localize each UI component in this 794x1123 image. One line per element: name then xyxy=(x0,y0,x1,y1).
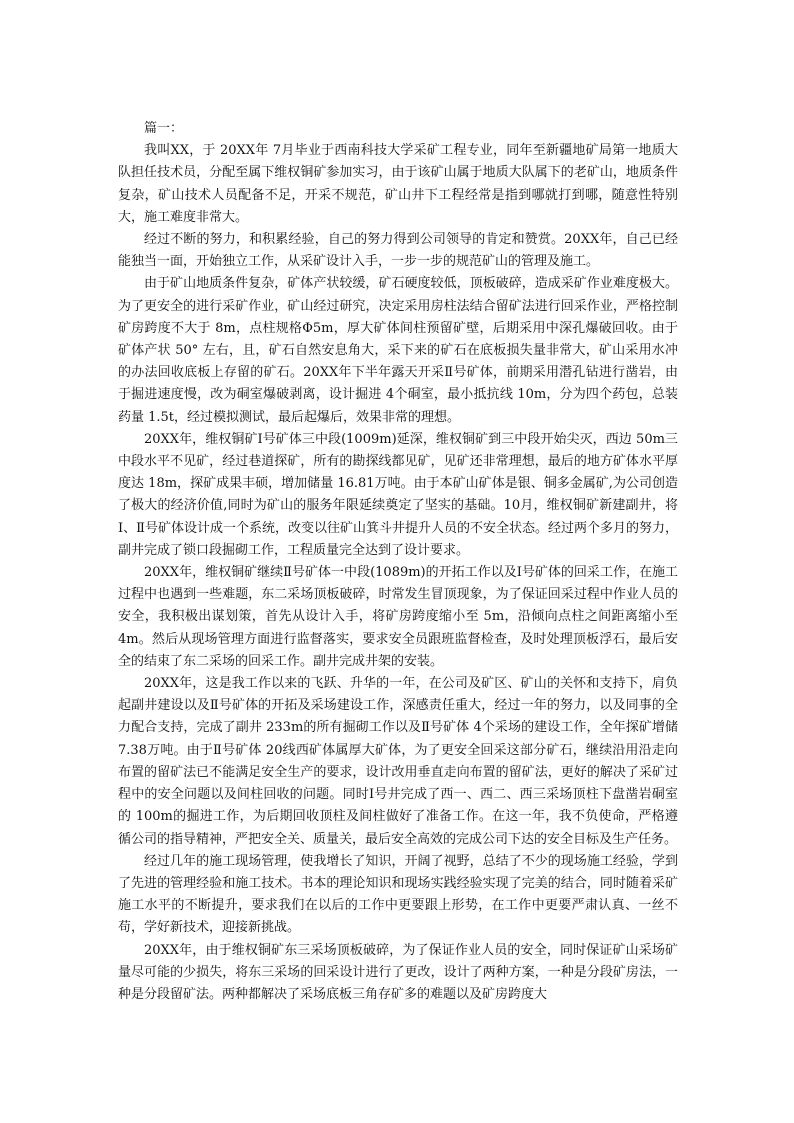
paragraph-exploration: 20XX年，维权铜矿Ⅰ号矿体三中段(1009m)延深，维权铜矿到三中段开始尖灭，西边 50m三中段水平不见矿，经过巷道探矿，所有的勘探线都见矿，见矿还非常理想，最后的地方矿体水平厚度达 18m，探矿成果丰硕，增加储量 16.81万吨。由于本矿山矿体是银、铜多金属矿,为公司创造了极大的经济价值,同时为矿山的服务年限延续奠定了坚实的基础。10月，维权铜矿新建副井，将Ⅰ、Ⅱ号矿体设计成一个系统，改变以往矿山箕斗井提升人员的不安全状态。经过两个多月的努力，副井完成了锁口段掘砌工作，工程质量完全达到了设计要求。 xyxy=(118,431,678,558)
document-body xyxy=(118,118,678,1006)
paragraph-mining-method: 由于矿山地质条件复杂，矿体产状较缓，矿石硬度较低，顶板破碎，造成采矿作业难度极大。为了更安全的进行采矿作业，矿山经过研究，决定采用房柱法结合留矿法进行回采作业，严格控制矿房跨度不大于 8m，点柱规格Φ5m，厚大矿体间柱预留矿壁，后期采用中深孔爆破回收。由于矿体产状 50° 左右，且，矿石自然安息角大，采下来的矿石在底板损失量非常大，矿山采用水冲的办法回收底板上存留的矿石。20XX年下半年露天开采Ⅱ号矿体，前期采用潜孔钻进行凿岩，由于掘进速度慢，改为硐室爆破剥离，设计掘进 4个硐室，最小抵抗线 10m，分为四个药包，总装药量 1.5t，经过模拟测试，最后起爆后，效果非常的理想。 xyxy=(118,276,678,425)
paragraph-shaft-construction: 20XX年，这是我工作以来的飞跃、升华的一年，在公司及矿区、矿山的关怀和支持下，肩负起副井建设以及Ⅱ号矿体的开拓及采场建设工作，深感责任重大，经过一年的努力，以及同事的全力配合支持，完成了副井 233m的所有掘砌工作以及Ⅱ号矿体 4个采场的建设工作，全年探矿增储 7.38万吨。由于Ⅱ号矿体 20线西矿体属厚大矿体，为了更安全回采这部分矿石，继续沿用沿走向布置的留矿法已不能满足安全生产的要求，设计改用垂直走向布置的留矿法，更好的解决了采矿过程中的安全问题以及间柱回收的问题。同时Ⅰ号井完成了西一、西二、西三采场顶柱下盘凿岩硐室的 100m的掘进工作，为后期回收顶柱及间柱做好了准备工作。在这一年，我不负使命，严格遵循公司的指导精神，严把安全关、质量关，最后安全高效的完成公司下达的安全目标及生产任务。 xyxy=(118,676,678,847)
paragraph-summary: 经过几年的施工现场管理，使我增长了知识，开阔了视野，总结了不少的现场施工经验，学到了先进的管理经验和施工技术。书本的理论知识和现场实践经验实现了完美的结合，同时随着采矿施工水平的不断提升，要求我们在以后的工作中更要跟上形势，在工作中更要严肃认真、一丝不苟，学好新技术，迎接新挑战。 xyxy=(118,853,678,936)
paragraph-experience: 经过不断的努力，和积累经验，自己的努力得到公司领导的肯定和赞赏。20XX年，自己已经能独当一面，开始独立工作，从采矿设计入手，一步一步的规范矿山的管理及施工。 xyxy=(118,232,678,270)
section-heading: 篇一： xyxy=(144,121,184,136)
paragraph-intro: 我叫XX，于 20XX年 7月毕业于西南科技大学采矿工程专业，同年至新疆地矿局第一地质大队担任技术员，分配至属下维权铜矿参加实习，由于该矿山属于地质大队属下的老矿山，地质条件复杂，矿山技术人员配备不足，开采不规范，矿山井下工程经常是指到哪就打到哪，随意性特别大，施工难度非常大。 xyxy=(118,143,678,225)
paragraph-stope-safety: 20XX年，维权铜矿继续Ⅱ号矿体一中段(1089m)的开拓工作以及Ⅰ号矿体的回采工作，在施工过程中也遇到一些难题，东二采场顶板破碎，时常发生冒顶现象，为了保证回采过程中作业人员的安全，我积极出谋划策，首先从设计入手，将矿房跨度缩小至 5m，沿倾向点柱之间距离缩小至 4m。然后从现场管理方面进行监督落实，要求安全员跟班监督检查，及时处理顶板浮石，最后安全的结束了东二采场的回采工作。副井完成井架的安装。 xyxy=(118,565,678,669)
paragraph-east-three-stope: 20XX年，由于维权铜矿东三采场顶板破碎，为了保证作业人员的安全，同时保证矿山采场矿量尽可能的少损失，将东三采场的回采设计进行了更改，设计了两种方案，一种是分段矿房法，一种是分段留矿法。两种都解决了采场底板三角存矿多的难题以及矿房跨度大 xyxy=(118,942,678,1002)
